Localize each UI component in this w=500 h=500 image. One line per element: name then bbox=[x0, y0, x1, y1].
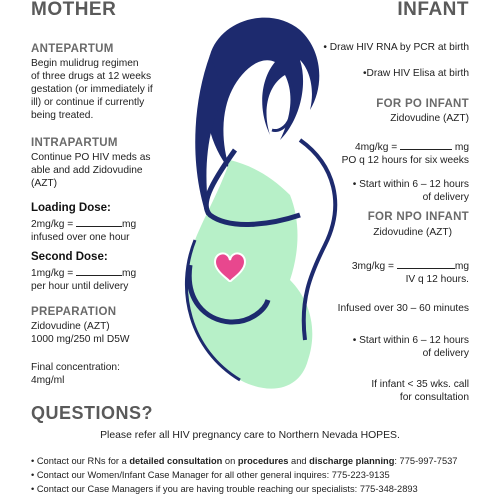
text-line: PO q 12 hours for six weeks bbox=[341, 155, 469, 166]
text-line: per hour until delivery bbox=[31, 281, 129, 292]
dose-unit: mg bbox=[452, 142, 469, 153]
loading-dose-title: Loading Dose: bbox=[31, 202, 111, 214]
questions-heading: QUESTIONS? bbox=[31, 403, 154, 423]
contact-bold: detailed consultation bbox=[129, 456, 223, 466]
second-dose-title: Second Dose: bbox=[31, 251, 108, 263]
po-dose-line bbox=[299, 140, 469, 154]
text-line: • Start within 6 – 12 hours bbox=[352, 179, 469, 190]
refer-text: Please refer all HIV pregnancy care to Northern Nevada HOPES. bbox=[100, 430, 400, 441]
po-infant-title: FOR PO INFANT bbox=[376, 98, 469, 110]
text-line: Zidovudine (AZT) bbox=[31, 321, 110, 332]
back-outline bbox=[300, 140, 335, 340]
preparation-text bbox=[31, 320, 181, 346]
dose-unit: mg bbox=[122, 219, 137, 230]
dose-prefix: 2mg/kg = bbox=[31, 219, 77, 230]
text-line: able and add Zidovudine bbox=[31, 165, 143, 176]
contact-bold: procedures bbox=[237, 456, 289, 466]
text-line: of delivery bbox=[422, 192, 469, 203]
text-line: If infant < 35 wks. call bbox=[371, 379, 469, 390]
po-infant-dose bbox=[299, 140, 469, 167]
contact-text: on bbox=[222, 456, 238, 466]
text-line: • Start within 6 – 12 hours bbox=[352, 335, 469, 346]
contact-rn-line bbox=[31, 456, 457, 466]
dose-blank[interactable] bbox=[76, 266, 122, 276]
text-line: infused over one hour bbox=[31, 232, 130, 243]
npo-infant-start bbox=[299, 334, 469, 360]
text-line: (AZT) bbox=[31, 178, 58, 189]
final-concentration-text bbox=[31, 361, 181, 387]
contact-bold: discharge planning bbox=[309, 456, 395, 466]
contact-case-manager-line: • Contact our Women/Infant Case Manager for all other general inquires: 775-223-9135 bbox=[31, 470, 390, 480]
intrapartum-title: INTRAPARTUM bbox=[31, 137, 118, 149]
text-line: being treated. bbox=[31, 110, 94, 121]
text-line: IV q 12 hours. bbox=[405, 274, 469, 285]
text-line: of delivery bbox=[422, 348, 469, 359]
second-dose-line bbox=[31, 266, 181, 280]
second-dose-text bbox=[31, 266, 181, 293]
text-line: gestation (or immediately if bbox=[31, 84, 153, 95]
npo-infant-drug: Zidovudine (AZT) bbox=[373, 227, 452, 238]
dose-prefix: 4mg/kg = bbox=[354, 142, 401, 153]
dose-unit: mg bbox=[122, 268, 137, 279]
text-line: 4mg/ml bbox=[31, 375, 65, 386]
text-line: 1000 mg/250 ml D5W bbox=[31, 334, 130, 345]
dose-unit: mg bbox=[454, 261, 469, 272]
loading-dose-line bbox=[31, 217, 181, 231]
intrapartum-text bbox=[31, 151, 181, 190]
text-line: Continue PO HIV meds as bbox=[31, 152, 151, 163]
dose-blank[interactable] bbox=[76, 217, 122, 227]
contact-phone: : 775-997-7537 bbox=[394, 456, 458, 466]
dose-blank[interactable] bbox=[400, 140, 452, 150]
antepartum-title: ANTEPARTUM bbox=[31, 43, 114, 55]
hiv-elisa-instruction: •Draw HIV Elisa at birth bbox=[362, 68, 469, 79]
contact-specialists-line: • Contact our Case Managers if you are having trouble reaching our specialists: 775-348-2893 bbox=[31, 484, 418, 494]
antepartum-text bbox=[31, 57, 181, 122]
premature-infant-note bbox=[299, 378, 469, 404]
loading-dose-text bbox=[31, 217, 181, 244]
dose-prefix: 1mg/kg = bbox=[31, 268, 77, 279]
npo-infant-title: FOR NPO INFANT bbox=[367, 211, 469, 223]
preparation-title: PREPARATION bbox=[31, 306, 117, 318]
contact-text: and bbox=[288, 456, 310, 466]
text-line: ill) or continue if currently bbox=[31, 97, 145, 108]
po-infant-start bbox=[299, 178, 469, 204]
text-line: Final concentration: bbox=[31, 362, 120, 373]
npo-dose-line bbox=[299, 259, 469, 273]
dose-prefix: 3mg/kg = bbox=[351, 261, 397, 272]
mother-heading: MOTHER bbox=[31, 0, 117, 20]
text-line: of three drugs at 12 weeks bbox=[31, 71, 152, 82]
text-line: for consultation bbox=[399, 392, 469, 403]
dose-blank[interactable] bbox=[397, 259, 455, 269]
text-line: Begin mulidrug regimen bbox=[31, 58, 139, 69]
npo-infant-dose bbox=[299, 259, 469, 286]
po-infant-drug: Zidovudine (AZT) bbox=[390, 113, 469, 124]
contact-text: • Contact our RNs for a bbox=[31, 456, 130, 466]
hiv-rna-instruction: • Draw HIV RNA by PCR at birth bbox=[323, 42, 469, 53]
infant-heading: INFANT bbox=[397, 0, 469, 20]
npo-infused: Infused over 30 – 60 minutes bbox=[337, 303, 469, 314]
